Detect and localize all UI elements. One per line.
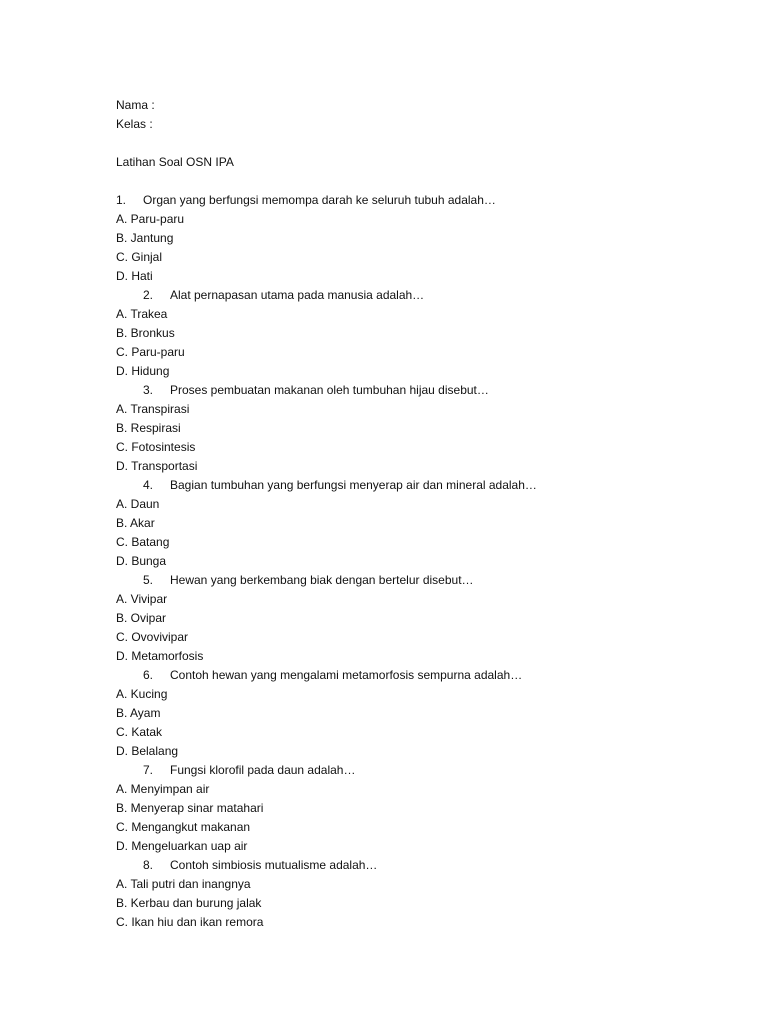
- question-number: 7.: [143, 763, 154, 777]
- question-number: 5.: [143, 573, 154, 587]
- answer-option: C. Fotosintesis: [116, 440, 196, 454]
- document-content: [116, 96, 676, 932]
- question-number: 8.: [143, 858, 154, 872]
- question-6: [116, 666, 676, 685]
- answer-option: A. Tali putri dan inangnya: [116, 877, 251, 891]
- answer-option: B. Respirasi: [116, 421, 181, 435]
- answer-option: C. Paru-paru: [116, 345, 185, 359]
- class-label: Kelas :: [116, 117, 153, 131]
- answer-option: C. Ovovivipar: [116, 630, 189, 644]
- question-text: Proses pembuatan makanan oleh tumbuhan hijau disebut…: [170, 383, 489, 397]
- blank-line: [116, 134, 676, 153]
- question-text: Organ yang berfungsi memompa darah ke seluruh tubuh adalah…: [143, 193, 496, 207]
- question-4: [116, 476, 676, 495]
- question-8: [116, 856, 676, 875]
- blank-line: [116, 172, 676, 191]
- answer-option: A. Trakea: [116, 307, 168, 321]
- answer-option: A. Menyimpan air: [116, 782, 210, 796]
- answer-option: C. Mengangkut makanan: [116, 820, 251, 834]
- question-7: [116, 761, 676, 780]
- answer-option: B. Akar: [116, 516, 155, 530]
- question-text: Fungsi klorofil pada daun adalah…: [170, 763, 356, 777]
- answer-option: A. Paru-paru: [116, 212, 185, 226]
- answer-option: C. Katak: [116, 725, 163, 739]
- answer-option: C. Ginjal: [116, 250, 163, 264]
- answer-option: D. Transportasi: [116, 459, 198, 473]
- answer-option: B. Kerbau dan burung jalak: [116, 896, 262, 910]
- question-number: 4.: [143, 478, 154, 492]
- question-list: [116, 191, 676, 932]
- answer-option: A. Transpirasi: [116, 402, 190, 416]
- question-3: [116, 381, 676, 400]
- answer-option: D. Hati: [116, 269, 153, 283]
- answer-option: D. Metamorfosis: [116, 649, 204, 663]
- question-text: Contoh simbiosis mutualisme adalah…: [170, 858, 378, 872]
- answer-option: A. Kucing: [116, 687, 168, 701]
- answer-option: D. Bunga: [116, 554, 167, 568]
- question-number: 1.: [116, 193, 127, 207]
- question-text: Contoh hewan yang mengalami metamorfosis sempurna adalah…: [170, 668, 523, 682]
- question-number: 6.: [143, 668, 154, 682]
- answer-option: C. Ikan hiu dan ikan remora: [116, 915, 264, 929]
- question-text: Alat pernapasan utama pada manusia adalah…: [170, 288, 425, 302]
- question-number: 2.: [143, 288, 154, 302]
- answer-option: B. Ayam: [116, 706, 161, 720]
- answer-option: D. Belalang: [116, 744, 179, 758]
- answer-option: B. Bronkus: [116, 326, 175, 340]
- question-1: [116, 191, 676, 210]
- question-number: 3.: [143, 383, 154, 397]
- answer-option: A. Vivipar: [116, 592, 168, 606]
- answer-option: B. Jantung: [116, 231, 174, 245]
- answer-option: A. Daun: [116, 497, 160, 511]
- question-5: [116, 571, 676, 590]
- answer-option: B. Ovipar: [116, 611, 167, 625]
- answer-option: D. Mengeluarkan uap air: [116, 839, 248, 853]
- answer-option: D. Hidung: [116, 364, 170, 378]
- question-text: Hewan yang berkembang biak dengan bertelur disebut…: [170, 573, 474, 587]
- answer-option: C. Batang: [116, 535, 170, 549]
- document-title: Latihan Soal OSN IPA: [116, 155, 234, 169]
- name-label: Nama :: [116, 98, 155, 112]
- question-2: [116, 286, 676, 305]
- answer-option: B. Menyerap sinar matahari: [116, 801, 264, 815]
- question-text: Bagian tumbuhan yang berfungsi menyerap air dan mineral adalah…: [170, 478, 537, 492]
